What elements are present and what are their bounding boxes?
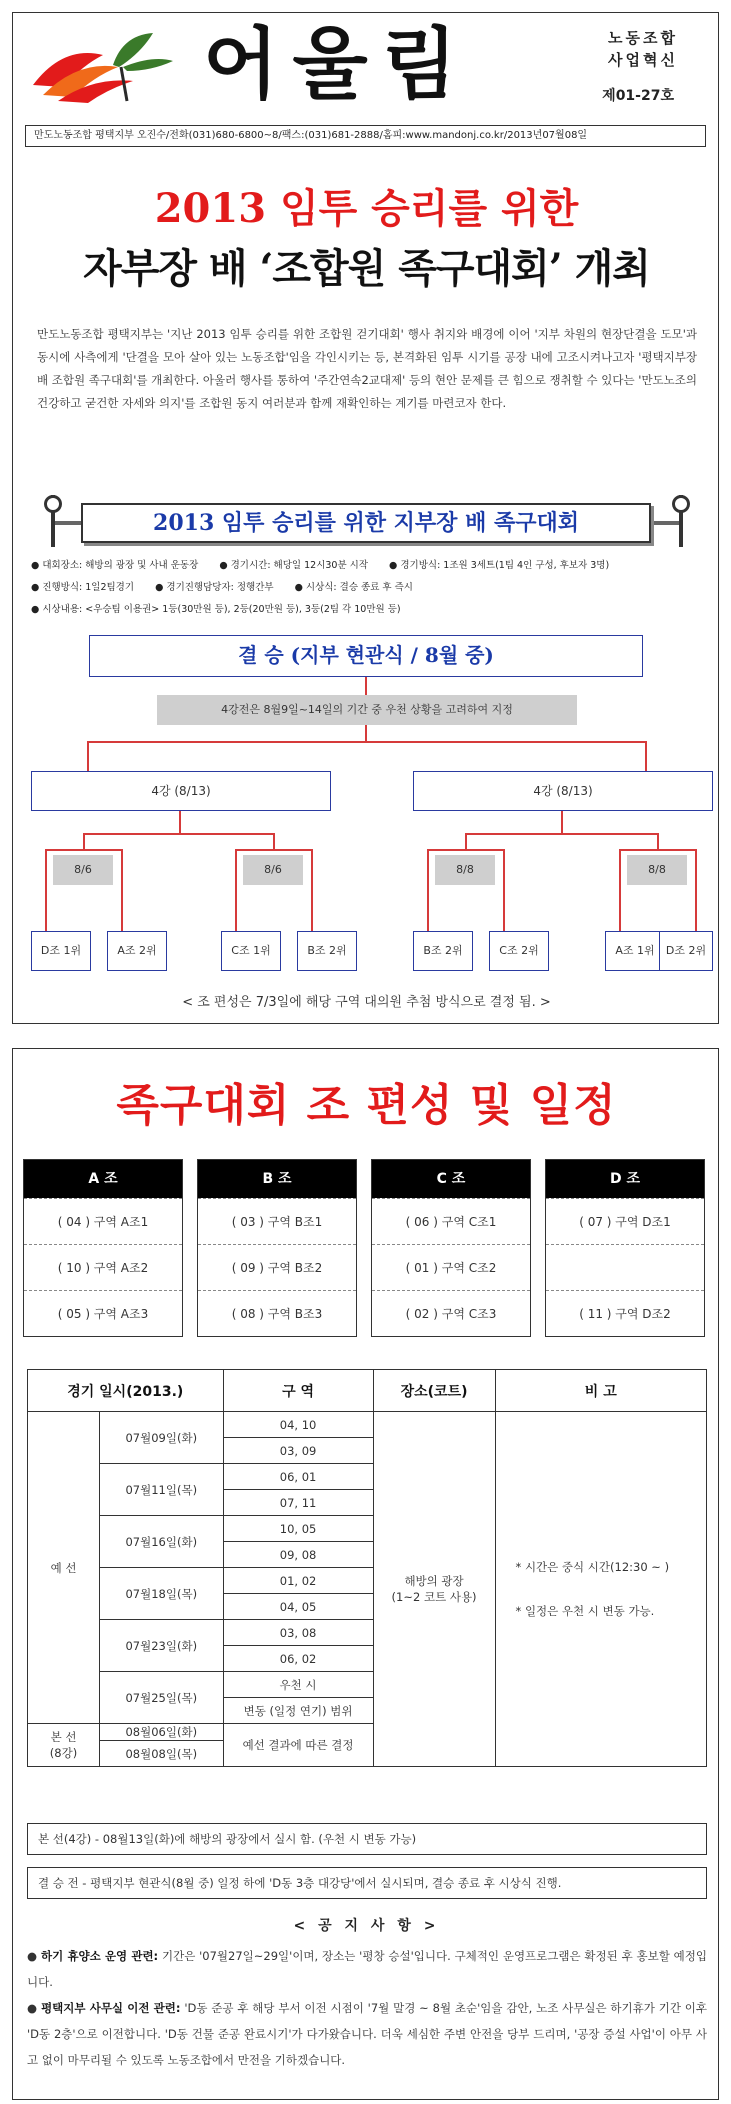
bracket-line [365, 725, 367, 741]
bracket-line [695, 849, 697, 931]
tournament-info-list [31, 555, 711, 621]
info-item: ● 진행방식: 1일2팀경기 [31, 577, 134, 599]
bracket-line [619, 849, 621, 931]
match-zones: 06, 01 [223, 1464, 373, 1490]
table-header-row [28, 1370, 707, 1412]
final-label: 본 선 (8강) [28, 1724, 100, 1767]
bracket-line [235, 849, 313, 851]
group-header: B 조 [198, 1160, 356, 1198]
match-zones: 04, 05 [223, 1594, 373, 1620]
semifinal-left-box: 4강 (8/13) [31, 771, 331, 811]
team-box: D조 2위 [659, 931, 713, 971]
bracket-line [427, 849, 429, 931]
team-box: B조 2위 [297, 931, 357, 971]
bracket-line [619, 849, 697, 851]
group-member: ( 03 ) 구역 B조1 [198, 1198, 356, 1244]
match-zones: 04, 10 [223, 1412, 373, 1438]
headline-main: 자부장 배 ‘조합원 족구대회’ 개최 [83, 245, 650, 292]
group-d-card [545, 1159, 705, 1337]
bracket-line [503, 849, 505, 931]
newsletter-title: 어울림 [203, 20, 472, 110]
article-body: 만도노동조합 평택지부는 '지난 2013 임투 승리를 위한 조합원 걷기대회' 행사 취지와 배경에 이어 '지부 차원의 현장단결을 도모'과 동시에 사측에게 '단결을 모아 살아 있는 노동조합'임을 각인시키는 등, 본격화된 임투 시기를 공장 내에 고조시켜나고자 '평택지부장 배 조합원 족구대회'를 개최한다. 아울러 행사를 통하여 '주간연속2교대제' 등의 현안 문제를 큰 힘으로 쟁취할 수 있다는 '만도노조의 건강하고 굳건한 자세와 의지'를 조합원 동지 여러분과 함께 재확인하는 계기를 마련코자 한다. [37, 327, 697, 410]
group-member: ( 11 ) 구역 D조2 [546, 1290, 704, 1336]
notice-body [27, 1943, 707, 2073]
tournament-banner: 2013 임투 승리를 위한 지부장 배 족구대회 [81, 503, 651, 543]
match-date: 07월16일(화) [100, 1516, 224, 1568]
match-date: 08월08일(목) [100, 1741, 224, 1767]
match-zones: 07, 11 [223, 1490, 373, 1516]
col-header-zone: 구 역 [223, 1370, 373, 1412]
team-box: A조 2위 [107, 931, 167, 971]
bracket-line [83, 833, 275, 835]
quarterfinal-date: 8/6 [243, 855, 303, 885]
match-zones: 03, 09 [223, 1438, 373, 1464]
info-item: ● 경기시간: 해당일 12시30분 시작 [219, 555, 368, 577]
bracket-line [45, 849, 47, 931]
group-c-card [371, 1159, 531, 1337]
bracket-line [657, 833, 659, 849]
headline-red: 2013 임투 승리를 위한 [154, 185, 579, 232]
match-zones: 변동 (일정 연기) 범위 [223, 1698, 373, 1724]
semifinal-summary: 본 선(4강) - 08월13일(화)에 해방의 광장에서 실시 함. (우천 시 변동 가능) [27, 1823, 707, 1855]
match-zones: 06, 02 [223, 1646, 373, 1672]
match-zones: 우천 시 [223, 1672, 373, 1698]
bracket-line [311, 849, 313, 931]
bracket-line [645, 741, 647, 771]
contact-info-bar: 만도노동조합 평택지부 오진수/전화(031)680-6800~8/팩스:(031)681-2888/홈피:www.mandonj.co.kr/2013년07월08일 [25, 125, 706, 147]
group-member: ( 10 ) 구역 A조2 [24, 1244, 182, 1290]
group-member: ( 05 ) 구역 A조3 [24, 1290, 182, 1336]
final-schedule-note: 4강전은 8월9일~14일의 기간 중 우천 상황을 고려하여 지정 [157, 695, 577, 725]
info-item: ● 시상식: 결승 종료 후 즉시 [295, 577, 413, 599]
info-item: ● 경기진행담당자: 정행간부 [155, 577, 273, 599]
bracket-line [365, 677, 367, 695]
col-header-venue: 장소(코트) [373, 1370, 495, 1412]
group-member: ( 04 ) 구역 A조1 [24, 1198, 182, 1244]
team-box: B조 2위 [413, 931, 473, 971]
match-date: 07월25일(목) [100, 1672, 224, 1724]
bracket-line [465, 833, 467, 849]
group-member [546, 1244, 704, 1290]
group-member: ( 09 ) 구역 B조2 [198, 1244, 356, 1290]
match-date: 08월06일(화) [100, 1724, 224, 1741]
group-member: ( 07 ) 구역 D조1 [546, 1198, 704, 1244]
bracket-line [235, 849, 237, 931]
match-zones: 10, 05 [223, 1516, 373, 1542]
semifinal-right-box: 4강 (8/13) [413, 771, 713, 811]
bracket-line [179, 811, 181, 833]
bracket-line [465, 833, 659, 835]
match-date: 07월11일(목) [100, 1464, 224, 1516]
prelim-label: 예 선 [28, 1412, 100, 1724]
pin-icon [43, 495, 63, 547]
final-zone-note: 예선 결과에 따른 결정 [223, 1724, 373, 1767]
bracket-line [87, 741, 647, 743]
bracket-line [121, 849, 123, 931]
pin-icon [671, 495, 691, 547]
quarterfinal-date: 8/8 [627, 855, 687, 885]
team-box: C조 2위 [489, 931, 549, 971]
team-box: D조 1위 [31, 931, 91, 971]
match-date: 07월18일(목) [100, 1568, 224, 1620]
bracket-line [561, 811, 563, 833]
info-item: ● 경기방식: 1조원 3세트(1팀 4인 구성, 후보자 3명) [389, 555, 609, 577]
quarterfinal-date: 8/8 [435, 855, 495, 885]
notice-title: < 공 지 사 항 > [293, 1918, 440, 1934]
group-member: ( 08 ) 구역 B조3 [198, 1290, 356, 1336]
table-row [28, 1412, 707, 1438]
bracket-line [83, 833, 85, 849]
final-match-box: 결 승 (지부 현관식 / 8월 중) [89, 635, 643, 677]
bracket-line [273, 833, 275, 849]
venue-cell: 해방의 광장 (1~2 코트 사용) [373, 1412, 495, 1767]
group-b-card [197, 1159, 357, 1337]
newsletter-page-2 [12, 1048, 719, 2100]
masthead-side-label: 노동조합 사업혁신 [608, 29, 678, 69]
group-member: ( 01 ) 구역 C조2 [372, 1244, 530, 1290]
group-member: ( 06 ) 구역 C조1 [372, 1198, 530, 1244]
info-item: ● 대회장소: 해방의 광장 및 사내 운동장 [31, 555, 198, 577]
match-date: 07월09일(화) [100, 1412, 224, 1464]
group-a-card [23, 1159, 183, 1337]
bracket-line [427, 849, 505, 851]
group-header: A 조 [24, 1160, 182, 1198]
notice-item: ● 평택지부 사무실 이전 관련: 'D동 준공 후 해당 부서 이전 시점이 '7월 말경 ~ 8월 초순'임을 감안, 노조 사무실은 하기휴가 기간 이후 'D동 2층'으로 이전합니다. 'D동 건물 준공 완료시기'가 다가왔습니다. 더욱 세심한 주변 안전을 당부 드리며, '공장 증설 사업'이 아무 사고 없이 마무리될 수 있도록 노동조합에서 만전을 기하겠습니다. [27, 2001, 707, 2067]
group-header: D 조 [546, 1160, 704, 1198]
newsletter-page-1 [12, 12, 719, 1024]
bracket-line [45, 849, 123, 851]
col-header-date: 경기 일시(2013.) [28, 1370, 224, 1412]
match-date: 07월23일(화) [100, 1620, 224, 1672]
info-item: ● 시상내용: <우승팀 이용권> 1등(30만원 등), 2등(20만원 등), 3등(2팀 각 10만원 등) [31, 599, 401, 621]
schedule-title: 족구대회 조 편성 및 일정 [116, 1080, 617, 1131]
team-box: C조 1위 [221, 931, 281, 971]
match-zones: 01, 02 [223, 1568, 373, 1594]
issue-number: 제01-27호 [602, 88, 674, 104]
col-header-remark: 비 고 [495, 1370, 706, 1412]
bracket-line [87, 741, 89, 771]
quarterfinal-date: 8/6 [53, 855, 113, 885]
final-summary: 결 승 전 - 평택지부 현관식(8월 중) 일정 하에 'D동 3층 대강당'에서 실시되며, 결승 종료 후 시상식 진행. [27, 1867, 707, 1899]
team-box: A조 1위 [605, 931, 665, 971]
group-header: C 조 [372, 1160, 530, 1198]
match-zones: 03, 08 [223, 1620, 373, 1646]
remark-cell: * 시간은 중식 시간(12:30 ~ ) * 일정은 우천 시 변동 가능. [495, 1412, 706, 1767]
group-member: ( 02 ) 구역 C조3 [372, 1290, 530, 1336]
bracket-footnote: < 조 편성은 7/3일에 해당 구역 대의원 추첨 방식으로 결정 됨. > [182, 995, 551, 1010]
union-logo [23, 25, 183, 105]
schedule-table [27, 1369, 707, 1767]
match-zones: 09, 08 [223, 1542, 373, 1568]
notice-item: ● 하기 휴양소 운영 관련: 기간은 '07월27일~29일'이며, 장소는 '평창 승설'입니다. 구체적인 운영프로그램은 확정된 후 홍보할 예정입니다. [27, 1949, 707, 1989]
